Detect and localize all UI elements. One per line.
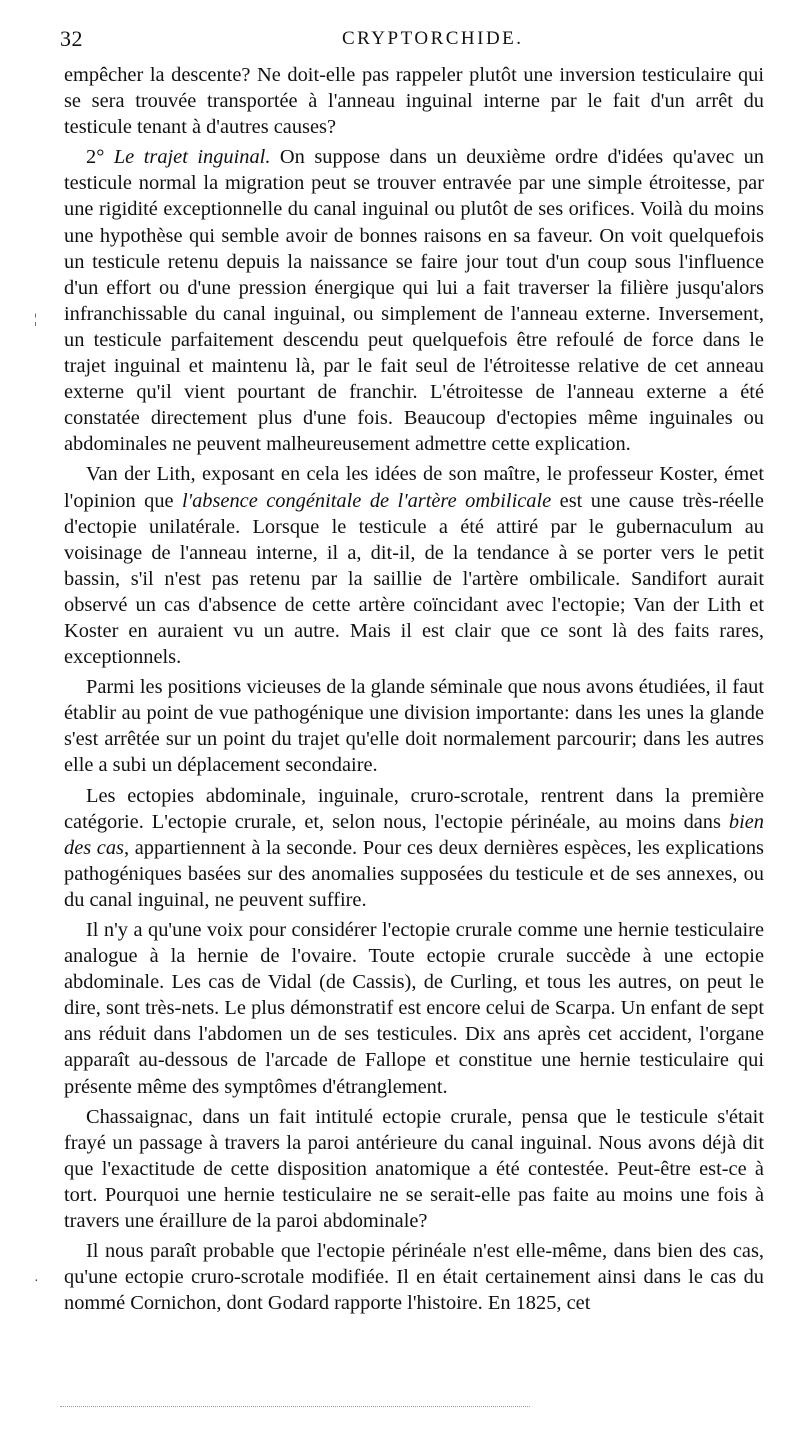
paragraph [64, 144, 764, 457]
paragraph [64, 783, 764, 913]
text-run: , appartiennent à la seconde. Pour ces deux dernières espèces, les explications pathogéniques basées sur des anomalies supposées du testicule et de ses annexes, ou du canal inguinal, ne peuvent suffire. [64, 836, 764, 911]
italic-text: bien des cas [64, 810, 764, 859]
text-run: est une cause très-réelle d'ectopie unilatérale. Lorsque le testicule a été attiré par le gubernaculum au voisinage de l'anneau interne, il a, dit-il, de la tendance à se porter vers le petit bassin, s'il n'est pas retenu par la saillie de l'artère ombilicale. Sandifort aurait observé un cas d'absence de cette artère coïncidant avec l'ectopie; Van der Lith et Koster en auraient vu un autre. Mais il est clair que ce sont là des faits rares, exceptionnels. [64, 489, 764, 669]
text-run: On suppose dans un deuxième ordre d'idées qu'avec un testicule normal la migration peut se trouver entravée par une simple étroitesse, par une rigidité exceptionnelle du canal inguinal ou plutôt de ses orifices. Voilà du moins une hypothèse qui semble avoir de bonnes raisons en sa faveur. On voit quelquefois un testicule retenu depuis la naissance se faire jour tout d'un coup sous l'influence d'un effort ou d'une pression énergique qui lui a fait traverser la filière jusqu'alors infranchissable du canal inguinal, ou simplement de l'anneau externe. Inversement, un testicule parfaitement descendu peut quelquefois être refoulé de force dans le trajet inguinal et maintenu là, par le fait seul de l'étroitesse relative de cet anneau externe qu'il vient pourtant de franchir. L'étroitesse de l'anneau externe a été constatée directement plus d'une fois. Beaucoup d'ectopies même inguinales ou abdominales ne peuvent malheureusement admettre cette explication. [64, 146, 765, 456]
margin-mark: · [34, 1274, 39, 1289]
text-run: 2° [86, 146, 114, 169]
footer-scan-artifact [60, 1406, 530, 1409]
paragraph [64, 1238, 764, 1316]
paragraph [64, 674, 764, 778]
text-run: Il n'y a qu'une voix pour considérer l'ectopie crurale comme une hernie testiculaire analogue à la hernie de l'ovaire. Toute ectopie crurale succède à une ectopie abdominale. Les cas de Vidal (de Cassis), de Curling, et tous les autres, on peut le dire, sont très-nets. Le plus démonstratif est encore celui de Scarpa. Un enfant de sept ans réduit dans l'abdomen un de ses testicules. Dix ans après cet accident, l'organe apparaît au-dessous de l'arcade de Fallope et constitue une hernie testiculaire qui présente même des symptômes d'étranglement. [64, 919, 764, 1098]
text-run: Les ectopies abdominale, inguinale, cruro-scrotale, rentrent dans la première catégorie. L'ectopie crurale, et, selon nous, l'ectopie périnéale, au moins dans [64, 784, 764, 833]
body-text [64, 62, 764, 1316]
text-run: Il nous paraît probable que l'ectopie périnéale n'est elle-même, dans bien des cas, qu'une ectopie cruro-scrotale modifiée. Il en était certainement ainsi dans le cas du nommé Cornichon, dont Godard rapporte l'histoire. En 1825, cet [64, 1240, 764, 1315]
paragraph [64, 1104, 764, 1234]
italic-text: Le trajet inguinal. [113, 146, 271, 169]
text-run: Parmi les positions vicieuses de la glande séminale que nous avons étudiées, il faut établir au point de vue pathogénique une division importante: dans les unes la glande s'est arrêtée sur un point du trajet qu'elle doit normalement parcourir; dans les autres elle a subi un déplacement secondaire. [64, 676, 764, 777]
paragraph [64, 917, 764, 1100]
page-header [60, 26, 760, 58]
paragraph [64, 62, 764, 140]
italic-text: l'absence congénitale de l'artère ombilicale [182, 489, 552, 512]
margin-mark: ¦ [34, 312, 37, 327]
text-run: Chassaignac, dans un fait intitulé ectopie crurale, pensa que le testicule s'était frayé un passage à travers la paroi antérieure du canal inguinal. Nous avons déjà dit que l'exactitude de cette disposition anatomique a été contestée. Peut-être est-ce à tort. Pourquoi une hernie testiculaire ne se serait-elle pas faite au moins une fois à travers une éraillure de la paroi abdominale? [64, 1105, 764, 1233]
text-run: Van der Lith, exposant en cela les idées de son maître, le professeur Koster, émet l'opinion que [64, 463, 764, 512]
page-number: 32 [60, 26, 83, 51]
text-run: empêcher la descente? Ne doit-elle pas rappeler plutôt une inversion testiculaire qui se sera trouvée transportée à l'anneau inguinal interne par le fait d'un arrêt du testicule tenant à d'autres causes? [64, 64, 764, 139]
running-title: CRYPTORCHIDE. [342, 28, 524, 49]
paragraph [64, 461, 764, 670]
